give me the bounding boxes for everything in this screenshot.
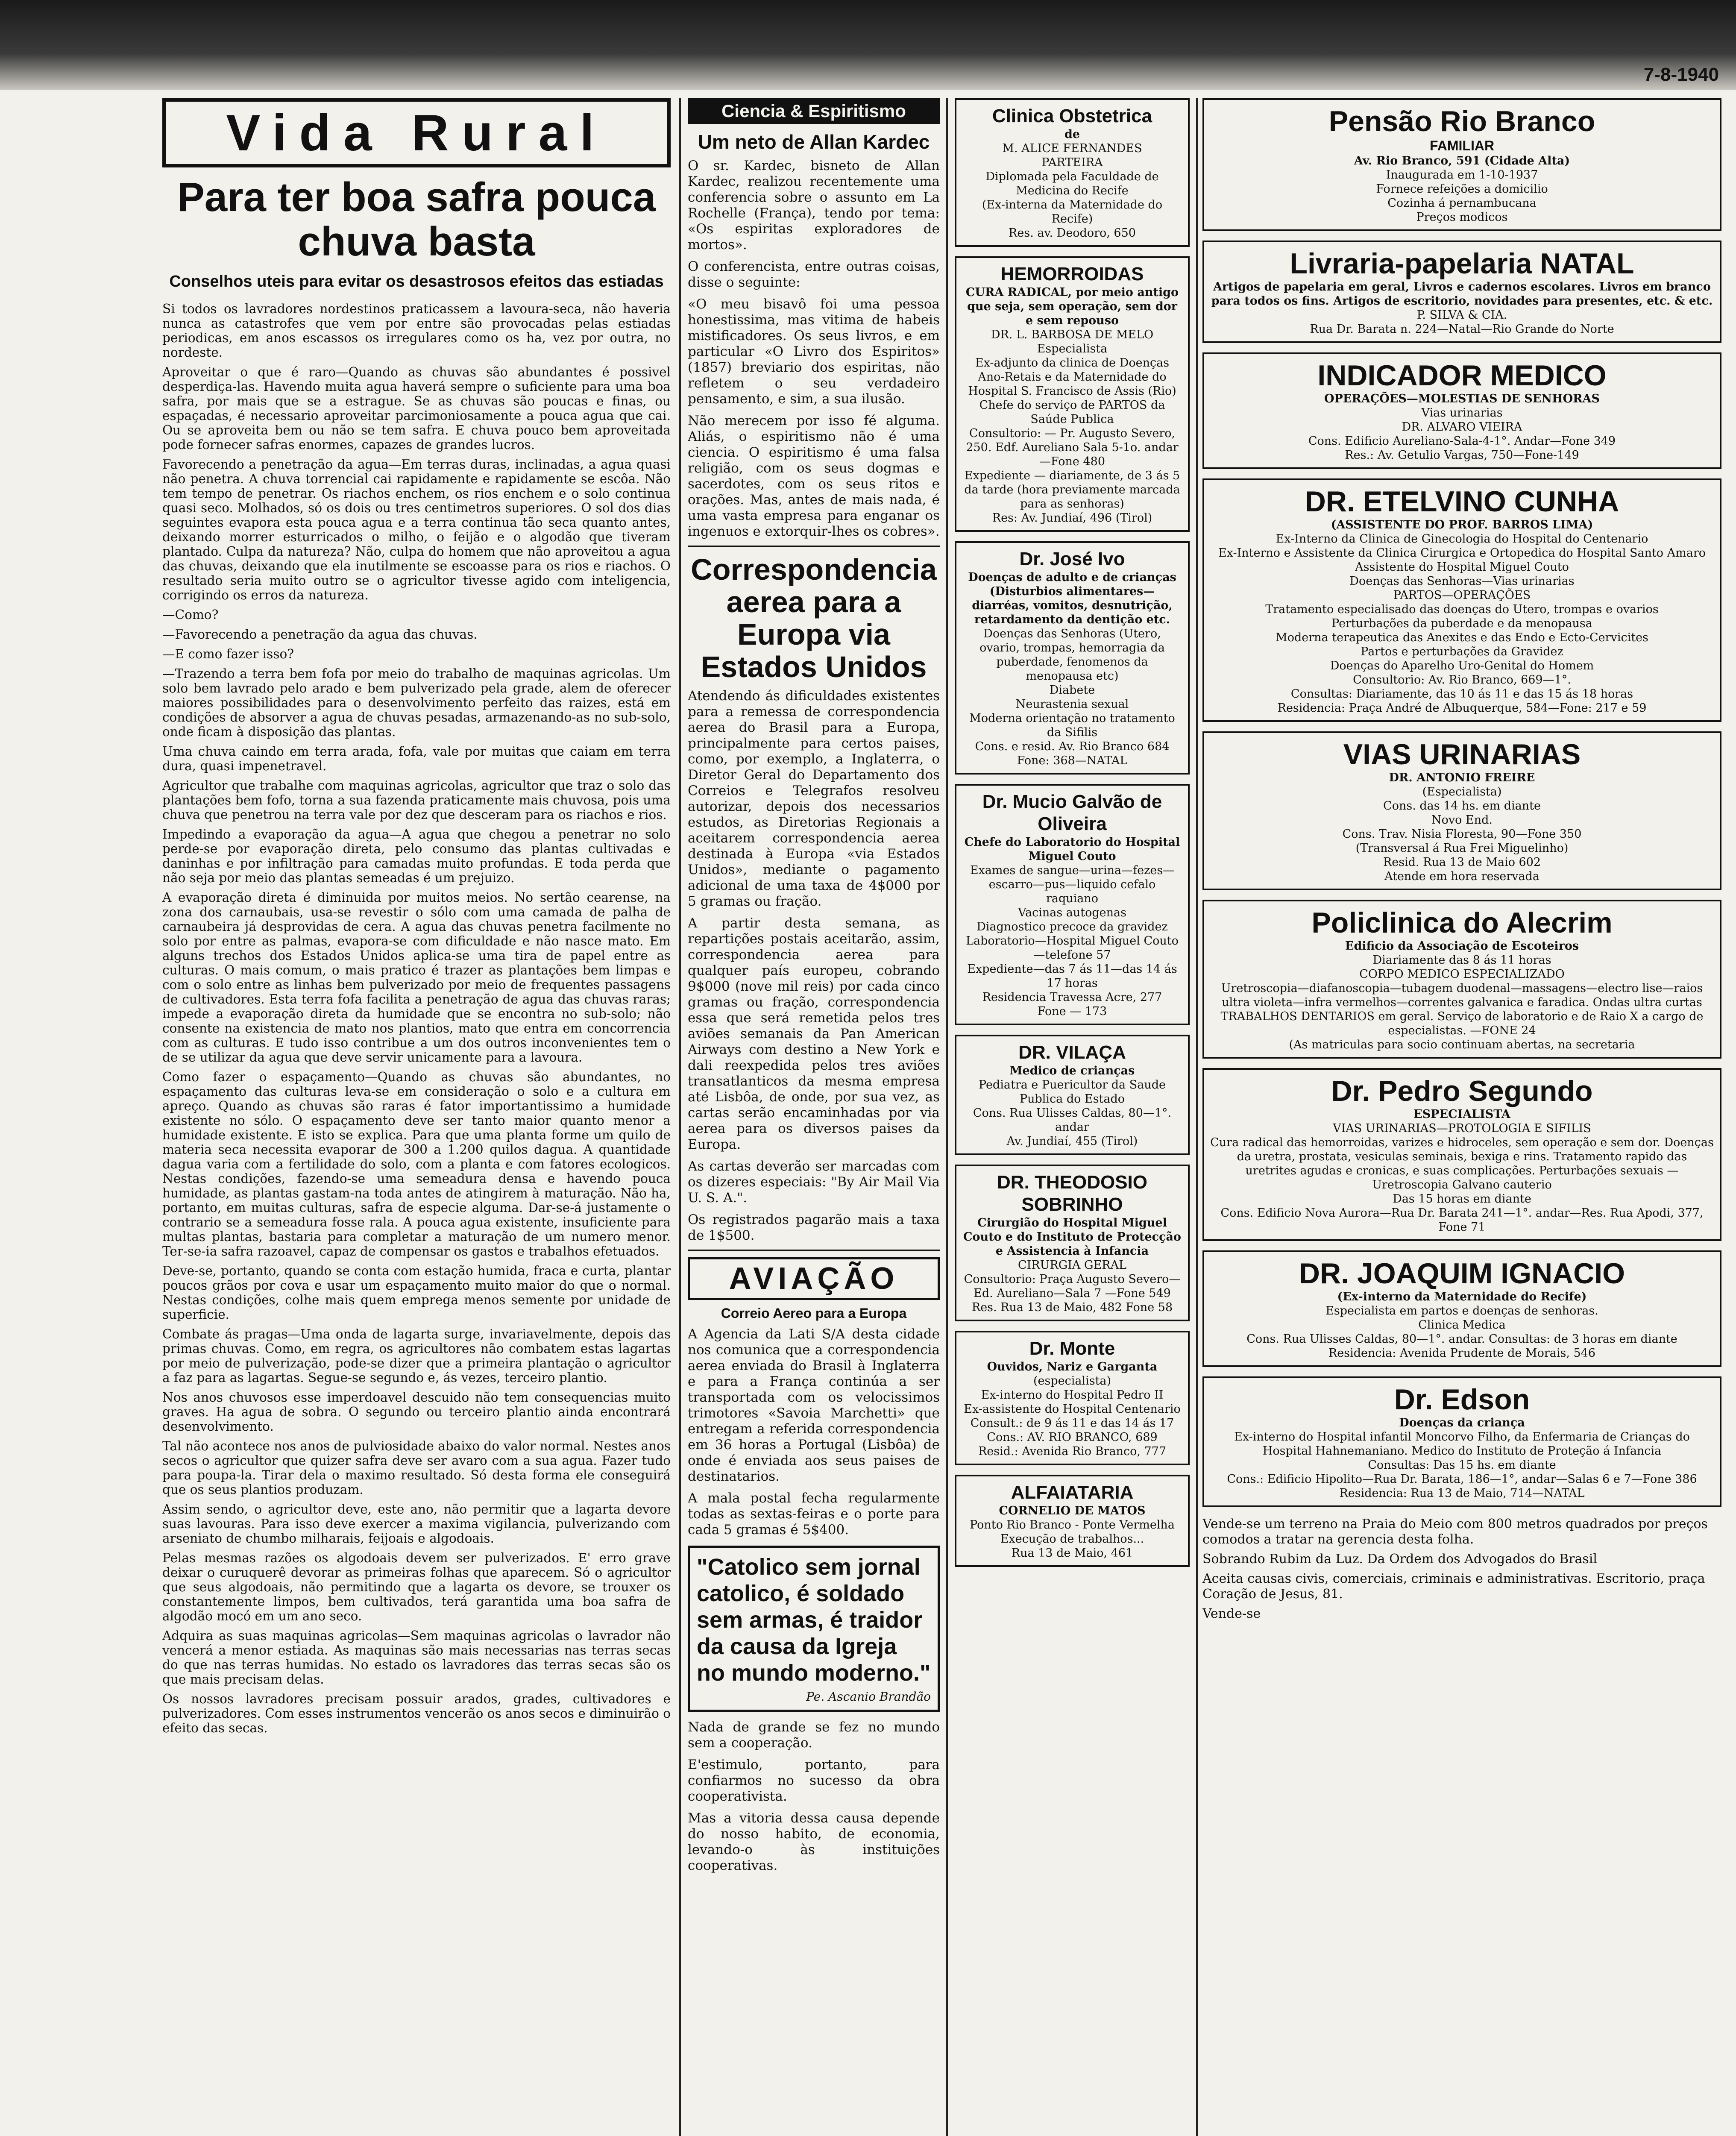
ad-line: P. SILVA & CIA.	[1416, 308, 1507, 322]
ad-line: Cons. Edificio Aureliano-Sala-4-1°. Andar—Fone 349	[1308, 434, 1616, 448]
ad-line: de	[1064, 128, 1080, 141]
ad-line: Resid.: Avenida Rio Branco, 777	[978, 1445, 1167, 1458]
column-ads-indicador	[1202, 98, 1721, 2136]
ad-name: DR. VILAÇA	[1018, 1042, 1126, 1063]
ad-box	[1202, 731, 1721, 890]
paragraph: Os nossos lavradores precisam possuir arados, grades, cultivadores e pulverizadores. Com esses instrumentos vencerão os anos secos e diminuirão o efeito das secas.	[162, 1692, 671, 1735]
paragraph: Mas a vitoria dessa causa depende do nosso habito, de economia, levando-o às instituições cooperativas.	[688, 1810, 940, 1873]
top-damaged-band	[0, 0, 1736, 90]
ad-line: Tratamento especialisado das doenças do Utero, trompas e ovarios	[1265, 603, 1659, 616]
ad-box	[955, 784, 1190, 1025]
ad-line: Diplomada pela Faculdade de Medicina do Recife	[985, 170, 1159, 197]
ad-line: Doenças da criança	[1399, 1416, 1525, 1429]
column-news	[688, 98, 940, 2136]
paragraph: Uma chuva caindo em terra arada, fofa, vale por muitas que caiam em terra dura, quasi impenetravel.	[162, 744, 671, 773]
ad-line: Ouvidos, Nariz e Garganta	[987, 1360, 1158, 1373]
ad-line: Das 15 horas em diante	[1393, 1192, 1531, 1206]
paragraph: A Agencia da Lati S/A desta cidade nos comunica que a correspondencia aerea enviada do Brasil à Inglaterra e para a França continúa a ser transportada com os velocissimos trimotores «Savoia Marchetti» que entregam a referida correspondencia em 36 horas a Portugal (Lisbôa) de onde é enviada aos seus paises de destinatarios.	[688, 1326, 940, 1484]
ad-line: Cozinha á pernambucana	[1387, 197, 1537, 210]
ad-line: Consultas: Diariamente, das 10 ás 11 e das 15 ás 18 horas	[1290, 687, 1633, 701]
ad-line: Inaugurada em 1-10-1937	[1386, 168, 1538, 182]
paragraph: Combate ás pragas—Uma onda de lagarta surge, invariavelmente, depois das primas chuvas. Como, em regra, os agricultores não combatem estas lagartas por meio de pulverização, pode-se dizer que a primeira plantação o agricultor a faz para as lagartas. Segue-se segundo e, ás vezes, terceiro plantio.	[162, 1327, 671, 1385]
ad-line: VIAS URINARIAS—PROTOLOGIA E SIFILIS	[1333, 1122, 1591, 1135]
ad-line: Fone: 368—NATAL	[1017, 754, 1128, 767]
ad-line: Diagnostico precoce da gravidez	[976, 920, 1168, 933]
correspondencia-title: Correspondencia aerea para a Europa via Estados Unidos	[691, 553, 937, 684]
ad-line: Perturbações da puberdade e da menopausa	[1331, 617, 1592, 630]
ad-line: Consult.: de 9 ás 11 e das 14 ás 17	[970, 1417, 1174, 1430]
ad-line: Neurastenia sexual	[1015, 698, 1129, 711]
ad-box	[955, 1331, 1190, 1465]
ad-line: Atende em hora reservada	[1384, 870, 1540, 883]
vida-rural-heading: Vida Rural	[162, 98, 671, 167]
quote-box	[688, 1546, 940, 1712]
aviacao-body	[688, 1326, 940, 1538]
ad-line: CORPO MEDICO ESPECIALIZADO	[1359, 968, 1565, 981]
ad-box	[1202, 1376, 1721, 1507]
column-rule	[946, 98, 948, 2136]
ad-name: HEMORROIDAS	[1000, 264, 1144, 285]
correspondencia-body	[688, 688, 940, 1244]
small-ad: Vende-se um terreno na Praia do Meio com 800 metros quadrados por preços comodos a tratar na gerencia desta folha.	[1202, 1517, 1708, 1547]
ad-line: Doenças das Senhoras (Utero, ovario, trompas, hemorragia da puberdade, fenomenos da menopausa etc)	[979, 627, 1165, 683]
ad-line: OPERAÇÕES—MOLESTIAS DE SENHORAS	[1324, 392, 1600, 405]
ad-line: Cons. Rua Ulisses Caldas, 80—1°. andar	[973, 1106, 1172, 1134]
ad-line: Cons. e resid. Av. Rio Branco 684	[975, 740, 1170, 753]
ad-line: CIRURGIA GERAL	[1018, 1259, 1127, 1272]
ad-line: Novo End.	[1431, 813, 1493, 827]
ad-line: Chefe do serviço de PARTOS da Saúde Publica	[979, 399, 1165, 426]
paragraph: Impedindo a evaporação da agua—A agua que chegou a penetrar no solo perde-se por evaporação direta, pelo consumo das plantas cultivadas e daninhas e por infiltração para camadas muito profundas. E toda perda que não seja por meio das plantas semeadas é um prejuizo.	[162, 827, 671, 885]
ad-line: Cons. Trav. Nisia Floresta, 90—Fone 350	[1342, 827, 1582, 841]
quote-author: Pe. Ascanio Brandão	[806, 1690, 931, 1704]
ad-line: Medico de crianças	[1009, 1064, 1135, 1077]
ad-line: Expediente — diariamente, de 3 ás 5 da tarde (hora previamente marcada para as senhoras)	[964, 469, 1180, 511]
ad-name: Pensão Rio Branco	[1328, 105, 1595, 138]
ad-line: Cons.: AV. RIO BRANCO, 689	[987, 1431, 1158, 1444]
ad-line: Ex-Interno e Assistente da Clinica Cirurgica e Ortopedica do Hospital Santo Amaro	[1218, 546, 1706, 560]
vida-rural-title: Para ter boa safra pouca chuva basta	[177, 174, 656, 264]
paragraph: O conferencista, entre outras coisas, disse o seguinte:	[688, 259, 940, 290]
column-ads-medical	[955, 98, 1190, 2136]
ad-line: Residencia: Praça André de Albuquerque, 584—Fone: 217 e 59	[1277, 701, 1647, 715]
ad-name: DR. JOAQUIM IGNACIO	[1299, 1257, 1625, 1290]
ad-line: Fornece refeições a domicilio	[1376, 182, 1548, 196]
ad-box	[955, 98, 1190, 247]
paragraph: Atendendo ás dificuldades existentes para a remessa de correspondencia aerea do Brasil para a Europa, principalmente para certos paises, como, por exemplo, a Inglaterra, o Diretor Geral do Departamento dos Correios e Telegrafos resolveu autorizar, depois dos necessarios estudos, as Diretorias Regionais a aceitarem correspondencia aerea destinada à Europa «via Estados Unidos», mediante o pagamento adicional de uma taxa de 4$000 por 5 gramas ou fração.	[688, 688, 940, 909]
ad-name: Dr. Pedro Segundo	[1331, 1075, 1593, 1107]
kardec-tag: Ciencia & Espiritismo	[688, 98, 940, 124]
ad-line: Diabete	[1049, 684, 1095, 697]
paragraph: Os registrados pagarão mais a taxa de 1$500.	[688, 1212, 940, 1243]
ad-line: Consultorio: Av. Rio Branco, 669—1°.	[1353, 673, 1571, 687]
ad-line: Moderna terapeutica das Anexites e das Endo e Ecto-Cervicites	[1276, 631, 1648, 644]
vida-rural-body	[162, 302, 671, 1735]
ad-line: (Especialista)	[1422, 785, 1502, 798]
ad-line: Ex-assistente do Hospital Centenario	[964, 1402, 1181, 1416]
kardec-body	[688, 158, 940, 540]
divider	[688, 1250, 940, 1251]
ad-line: Res. av. Deodoro, 650	[1009, 226, 1136, 240]
ad-line: (ASSISTENTE DO PROF. BARROS LIMA)	[1331, 518, 1593, 531]
ad-line: Moderna orientação no tratamento da Sifilis	[969, 712, 1175, 739]
ad-line: CURA RADICAL, por meio antigo que seja, sem operação, sem dor e sem repouso	[965, 286, 1179, 327]
ad-line: Artigos de papelaria em geral, Livros e cadernos escolares. Livros em branco para todos os fins. Artigos de escritorio, novidades para presentes, etc. & etc.	[1211, 280, 1713, 308]
paragraph: Deve-se, portanto, quando se conta com estação humida, fraca e curta, plantar poucos grãos por cova e usar um espaçamento muito maior do que o normal. Nestas condições, colhe mais quem emprega menos semente por unidade de superficie.	[162, 1264, 671, 1322]
ad-line: Cons. Rua Ulisses Caldas, 80—1°. andar. Consultas: de 3 horas em diante	[1246, 1332, 1677, 1346]
small-ad: Vende-se	[1202, 1606, 1261, 1621]
ad-line: Clinica Medica	[1418, 1318, 1506, 1332]
aviacao-heading: AVIAÇÃO	[688, 1257, 940, 1300]
ad-line: Chefe do Laboratorio do Hospital Miguel Couto	[964, 836, 1180, 863]
paragraph: Adquira as suas maquinas agricolas—Sem maquinas agricolas o lavrador não vencerá a menor estiada. As maquinas são mais necessarias nas terras secas do que nas terras humidas. No estado os lavradores das terras secas são os que mais precisam delas.	[162, 1628, 671, 1687]
ad-line: Doenças das Senhoras—Vias urinarias	[1349, 575, 1575, 588]
ad-line: Consultas: Das 15 hs. em diante	[1368, 1458, 1556, 1472]
paragraph: Nada de grande se fez no mundo sem a cooperação.	[688, 1719, 940, 1751]
ad-line: Cons. das 14 hs. em diante	[1383, 799, 1541, 813]
ad-box	[955, 1165, 1190, 1321]
paragraph: Como fazer o espaçamento—Quando as chuvas são abundantes, no espaçamento das culturas leva-se em consideração o solo e a cultura em apreço. Quando as chuvas são raras é fator importantissimo a humidade existente no sólo. O espaçamento deve ser tanto maior quanto menor a humidade existente. E isto se explica. Para que uma planta forme um quilo de materia seca necessita evaporar de 300 a 1.200 quilos dagua. A quantidade dagua varia com a fertilidade do solo, com a planta e com fatores ecologicos. Nestas condições, fazendo-se uma semeadura densa e havendo pouca humidade, as plantas gastam-na toda antes de atingirem à maturação. Não ha, portanto, em muitas culturas, safra de especie alguma. Dar-se-á justamente o contrario se a semeadura fosse rala. A pouca agua existente, insuficiente para multas plantas, bastaria para completar a maturação de um numero menor. Ter-se-ia safra razoavel, capaz de compensar os gastos e trabalhos efetuados.	[162, 1070, 671, 1259]
ad-name: Dr. Mucio Galvão de Oliveira	[982, 791, 1162, 834]
ad-name: Clinica Obstetrica	[992, 106, 1152, 126]
ad-name: ALFAIATARIA	[1011, 1482, 1134, 1503]
ad-line: Especialista em partos e doenças de senhoras.	[1325, 1304, 1598, 1317]
ad-line: Especialista	[1037, 342, 1108, 355]
ad-line: Diariamente das 8 ás 11 horas	[1372, 954, 1551, 967]
issue-date: 7-8-1940	[1643, 64, 1719, 85]
paragraph: Assim sendo, o agricultor deve, este ano, não permitir que a lagarta devore suas lavouras. Para isso deve exercer a maxima vigilancia, pulverizando com arseniato de chumbo milharais, feijoais e algodoais.	[162, 1502, 671, 1546]
ad-name: Policlinica do Alecrim	[1311, 907, 1613, 939]
column-vida-rural	[162, 98, 671, 2136]
ad-name: DR. ETELVINO CUNHA	[1305, 485, 1619, 518]
ad-line: Vias urinarias	[1421, 406, 1503, 420]
ad-line: Rua 13 de Maio, 461	[1011, 1546, 1133, 1560]
kardec-title: Um neto de Allan Kardec	[698, 131, 930, 153]
ad-box	[955, 1475, 1190, 1567]
ad-name: INDICADOR MEDICO	[1317, 359, 1607, 392]
ad-line: Exames de sangue—urina—fezes—escarro—pus—liquido cefalo raquiano	[970, 864, 1175, 905]
paragraph: Agricultor que trabalhe com maquinas agricolas, agricultor que traz o solo das plantações bem fofo, torna a sua fazenda praticamente mais chuvosa, pois uma chuva que penetrou na terra vale por dez que desceram para os riachos e rios.	[162, 778, 671, 822]
ad-line: Partos e perturbações da Gravidez	[1361, 645, 1563, 658]
ad-box	[1202, 241, 1721, 343]
ad-line: Execução de trabalhos...	[1000, 1532, 1144, 1546]
ad-line: PARTOS—OPERAÇÕES	[1393, 589, 1531, 602]
ad-line: Residencia Travessa Acre, 277	[982, 991, 1162, 1004]
column-rule	[679, 98, 681, 2136]
ad-line: Edificio da Associação de Escoteiros	[1345, 939, 1579, 953]
ad-line: ESPECIALISTA	[1413, 1108, 1510, 1121]
ad-box	[955, 1035, 1190, 1155]
ad-line: Cura radical das hemorroidas, varizes e hidroceles, sem operação e sem dor. Doenças da uretra, prostata, vesiculas seminais, bexiga e rins. Tratamento rapido das uretrites agudas e cronicas, e suas complicações. Perturbações sexuais —Uretroscopia Galvano cauterio	[1210, 1136, 1714, 1191]
ad-line: Cons.: Edificio Hipolito—Rua Dr. Barata, 186—1°, andar—Salas 6 e 7—Fone 386	[1227, 1473, 1697, 1486]
ad-line: Ponto Rio Branco - Ponte Vermelha	[970, 1518, 1175, 1532]
ad-line: Cirurgião do Hospital Miguel Couto e do Instituto de Protecção e Assistencia à Infancia	[963, 1216, 1182, 1258]
aviacao-title: Correio Aereo para a Europa	[721, 1306, 907, 1321]
ad-name: Dr. Monte	[1029, 1338, 1115, 1359]
ad-line: Cons. Edificio Nova Aurora—Rua Dr. Barata 241—1°. andar—Res. Rua Apodi, 377, Fone 71	[1220, 1206, 1704, 1234]
ad-name: Dr. Edson	[1394, 1383, 1530, 1416]
ad-name: DR. THEODOSIO SOBRINHO	[997, 1172, 1148, 1215]
cooperativa-body	[688, 1719, 940, 1874]
paragraph: —E como fazer isso?	[162, 647, 294, 661]
column-rule	[1196, 98, 1198, 2136]
paragraph: As cartas deverão ser marcadas com os dizeres especiais: "By Air Mail Via U. S. A.".	[688, 1159, 940, 1206]
paragraph: E'estimulo, portanto, para confiarmos no sucesso da obra cooperativista.	[688, 1757, 940, 1804]
ad-name: Dr. José Ivo	[1019, 549, 1125, 569]
ad-line: Vacinas autogenas	[1018, 906, 1126, 919]
ad-box	[1202, 98, 1721, 231]
ad-line: Ex-Interno da Clinica de Ginecologia do Hospital do Centenario	[1276, 532, 1648, 546]
paragraph: Pelas mesmas razões os algodoais devem ser pulverizados. E' erro grave deixar o curuquerê devorar as primeiras folhas que aparecem. Só o agricultor que seus algodoais, não permitindo que a lagarta os devore, se trouxer os constantemente limpos, bem cultivados, terá garantida uma boa safra de algodão mocó em um ano seco.	[162, 1551, 671, 1623]
ad-box	[1202, 1068, 1721, 1241]
paragraph: «O meu bisavô foi uma pessoa honestissima, mas vitima de habeis mistificadores. Os seus livros, e em particular «O Livro dos Espiritos» (1857) breviario dos espiritas, não refletem o seu verdadeiro pensamento, e sim, a sua ilusão.	[688, 296, 940, 407]
ad-line: Laboratorio—Hospital Miguel Couto—telefone 57	[966, 934, 1179, 962]
ad-line: Assistente do Hospital Miguel Couto	[1355, 560, 1569, 574]
ad-line: Doenças de adulto e de crianças (Disturbios alimentares—diarréas, vomitos, desnutrição, retardamento da dentição etc.	[968, 571, 1176, 626]
ad-line: Res.: Av. Getulio Vargas, 750—Fone-149	[1345, 449, 1579, 462]
paragraph: Nos anos chuvosos esse imperdoavel descuido não tem consequencias muito graves. Ha agua de sobra. O segundo ou terceiro plantio ainda encontrará desenvolvimento.	[162, 1390, 671, 1434]
ad-line: Uretroscopia—diafanoscopia—tubagem duodenal—massagens—electro lise—raios ultra violeta—infra vermelhos—correntes galvanica e faradica. Ondas ultra curtas	[1221, 982, 1703, 1009]
ad-line: Consultorio: Praça Augusto Severo—Ed. Aureliano—Sala 7 —Fone 549	[964, 1273, 1181, 1300]
ad-box	[1202, 900, 1721, 1059]
paragraph: Tal não acontece nos anos de pulviosidade abaixo do valor normal. Nestes anos secos o agricultor que quizer safra deve ser avaro com a sua agua. Fazer tudo para poupa-la. Tirar dela o maximo resultado. Só desta forma ele conseguirá que os seus plantios produzam.	[162, 1439, 671, 1497]
ad-line: Fone — 173	[1037, 1005, 1107, 1018]
ad-line: Av. Jundiaí, 455 (Tirol)	[1006, 1135, 1138, 1148]
paragraph: Si todos os lavradores nordestinos praticassem a lavoura-seca, não haveria nunca as catastrofes que vem por entre são provocadas pelas estiadas periodicas, em anos escassos os irregulares como os ha, vez por outra, no nordeste.	[162, 302, 671, 360]
ad-line: Res: Av. Jundiaí, 496 (Tirol)	[992, 511, 1152, 525]
divider	[688, 546, 940, 547]
paragraph: —Trazendo a terra bem fofa por meio do trabalho de maquinas agricolas. Um solo bem lavrado pelo arado e bem pulverizado pela grade, alem de oferecer maiores possibilidades para o desenvolvimento perfeito das raizes, está em condições de absorver a agua de chuvas pesadas, armazenando-as no sub-solo, onde ficam à disposição das plantas.	[162, 666, 671, 739]
ad-name: VIAS URINARIAS	[1343, 738, 1581, 771]
ad-line: (Ex-interno da Maternidade do Recife)	[1337, 1290, 1587, 1303]
ad-line: (Transversal á Rua Frei Miguelinho)	[1355, 842, 1569, 855]
ad-line: Ex-interno do Hospital infantil Moncorvo Filho, da Enfermaria de Crianças do Hospital Hahnemaniano. Medico do Instituto de Proteção á Infancia	[1234, 1430, 1690, 1458]
ad-line: Residencia: Rua 13 de Maio, 714—NATAL	[1339, 1487, 1585, 1500]
ad-line: Ex-adjunto da clinica de Doenças Ano-Retais e da Maternidade do Hospital S. Francisco de Assis (Rio)	[968, 356, 1176, 398]
paragraph: A evaporação direta é diminuida por muitos meios. No sertão cearense, na zona dos carnaubais, usa-se revestir o sólo com uma camada de palha de carnaubeira já desprovidas de cera. A agua das chuvas penetra facilmente no solo por entre as palmas, evapora-se com dificuldade e não nasce mato. Em alguns trechos dos Estados Unidos aplica-se uma tira de papel entre as culturas. O mais comum, o mais pratico é trazer as plantações bem limpas e com o solo entre as linhas bem pulverizado por meio de frequentes passagens de cultivadores. Esta terra fofa facilita a penetração de agua das chuvas raras; impede a evaporação direta da humidade que se encontra no sub-solo; não consente na existencia de mato nos plantios, mato que entra em concorrencia com as culturas. E tudo isso contribue a um dos outros inconvenientes tem o de se utilizar da agua que deve servir unicamente para a lavoura.	[162, 890, 671, 1065]
ad-line: (especialista)	[1033, 1374, 1111, 1388]
ad-box	[1202, 1250, 1721, 1367]
small-ad: Aceita causas civis, comerciais, criminais e administrativas. Escritorio, praça Coração de Jesus, 81.	[1202, 1571, 1705, 1602]
ad-line: Av. Rio Branco, 591 (Cidade Alta)	[1354, 154, 1570, 167]
ad-line: Consultorio: — Pr. Augusto Severo, 250. Edf. Aureliano Sala 5-1o. andar—Fone 480	[966, 427, 1179, 468]
ad-line: DR. L. BARBOSA DE MELO	[991, 328, 1154, 341]
ad-box	[955, 256, 1190, 532]
ad-line: CORNELIO DE MATOS	[999, 1504, 1146, 1517]
ad-line: Resid. Rua 13 de Maio 602	[1383, 856, 1541, 869]
ad-line: DR. ALVARO VIEIRA	[1402, 420, 1522, 434]
quote-text: "Catolico sem jornal catolico, é soldado sem armas, é traidor da causa da Igreja no mundo moderno."	[697, 1554, 931, 1686]
ad-line: Rua Dr. Barata n. 224—Natal—Rio Grande do Norte	[1310, 323, 1614, 336]
small-ad: Sobrando Rubim da Luz. Da Ordem dos Advogados do Brasil	[1202, 1552, 1597, 1567]
paragraph: Aproveitar o que é raro—Quando as chuvas são abundantes é possivel desperdiça-las. Havendo muita agua haverá sempre o suficiente para uma boa safra, por mais que se a estrague. Se as chuvas são poucas e finas, ou espaçadas, é necessario aproveitar parcimoniosamente a pouca agua que cai. Ou se aproveita bem ou não se tem safra. E chuva pouco bem aproveitada pode fornecer safras enormes, capazes de grandes lucros.	[162, 365, 671, 452]
ad-line: Res. Rua 13 de Maio, 482 Fone 58	[971, 1301, 1173, 1314]
paragraph: Não merecem por isso fé alguma. Aliás, o espiritismo não é uma ciencia. O espiritismo é uma falsa religião, com os seus dogmas e sacerdotes, com os seus ritos e orações. Mas, antes de mais nada, é uma vasta empresa para enganar os ingenuos e extorquir-lhes os cobres».	[688, 413, 940, 539]
paragraph: A mala postal fecha regularmente todas as sextas-feiras e o porte para cada 5 gramas é 5$400.	[688, 1491, 940, 1537]
ad-line: Residencia: Avenida Prudente de Morais, 546	[1328, 1347, 1596, 1360]
ad-line: M. ALICE FERNANDES	[1002, 142, 1142, 155]
ad-box	[1202, 352, 1721, 469]
paragraph: —Favorecendo a penetração da agua das chuvas.	[162, 627, 478, 642]
paragraph: A partir desta semana, as repartições postais aceitarão, assim, correspondencia aerea para qualquer país europeu, cobrando 9$000 (nove mil reis) por cada cinco gramas ou fração, correspondencia essa que será remetida pelos tres aviões semanais da Pan American Airways com destino a New York e dali reexpedida pelos tres aviões transatlanticos da mesma empresa até Lisbôa, de onde, por sua vez, as cartas serão encaminhadas por via aerea para os diversos paises da Europa.	[688, 915, 940, 1152]
ad-name: Livraria-papelaria NATAL	[1290, 247, 1634, 280]
ad-line: (As matriculas para socio continuam abertas, na secretaria	[1289, 1038, 1635, 1051]
ad-line: Doenças do Aparelho Uro-Genital do Homem	[1330, 659, 1594, 672]
vida-rural-subtitle: Conselhos uteis para evitar os desastrosos efeitos das estiadas	[169, 273, 664, 290]
ad-line: Expediente—das 7 ás 11—das 14 ás 17 horas	[967, 962, 1177, 990]
ad-line: DR. ANTONIO FREIRE	[1389, 771, 1535, 784]
ad-line: PARTEIRA	[1041, 156, 1103, 169]
ad-line: (Ex-interna da Maternidade do Recife)	[982, 198, 1163, 226]
paragraph: —Como?	[162, 607, 219, 622]
ad-line: Preços modicos	[1416, 211, 1508, 224]
ad-box	[1202, 478, 1721, 722]
ad-line: TRABALHOS DENTARIOS em geral. Serviço de laboratorio e de Raio X a cargo de especialistas. —FONE 24	[1220, 1010, 1704, 1037]
ad-line: Ex-interno do Hospital Pedro II	[981, 1388, 1164, 1402]
ad-box	[955, 541, 1190, 775]
paragraph: O sr. Kardec, bisneto de Allan Kardec, realizou recentemente uma conferencia sobre o assunto em La Rochelle (França), tendo por tema: «Os espiritas exploradores de mortos».	[688, 158, 940, 252]
ad-subtitle: FAMILIAR	[1429, 138, 1495, 153]
paragraph: Favorecendo a penetração da agua—Em terras duras, inclinadas, a agua quasi não penetra. A chuva torrencial cai rapidamente e rapidamente se escôa. Não tem tempo de penetrar. Os riachos enchem, os rios enchem e o solo continua quasi seco. Molhados, só os dois ou tres centimetros superiores. O sol dos dias seguintes evapora esta pouca agua e a terra continua tão seca quanto antes, deixando morrer esturricados o milho, o feijão e o algodão que tiveram plantado. Culpa da natureza? Não, culpa do homem que não aproveitou a agua das chuvas, deixando que ela inutilmente se escoasse para os rios e riachos. O resultado seria muito outro se o agricultor tivesse agido com inteligencia, corrigindo os erros da natureza.	[162, 457, 671, 602]
ad-line: Pediatra e Puericultor da Saude Publica do Estado	[979, 1078, 1166, 1106]
